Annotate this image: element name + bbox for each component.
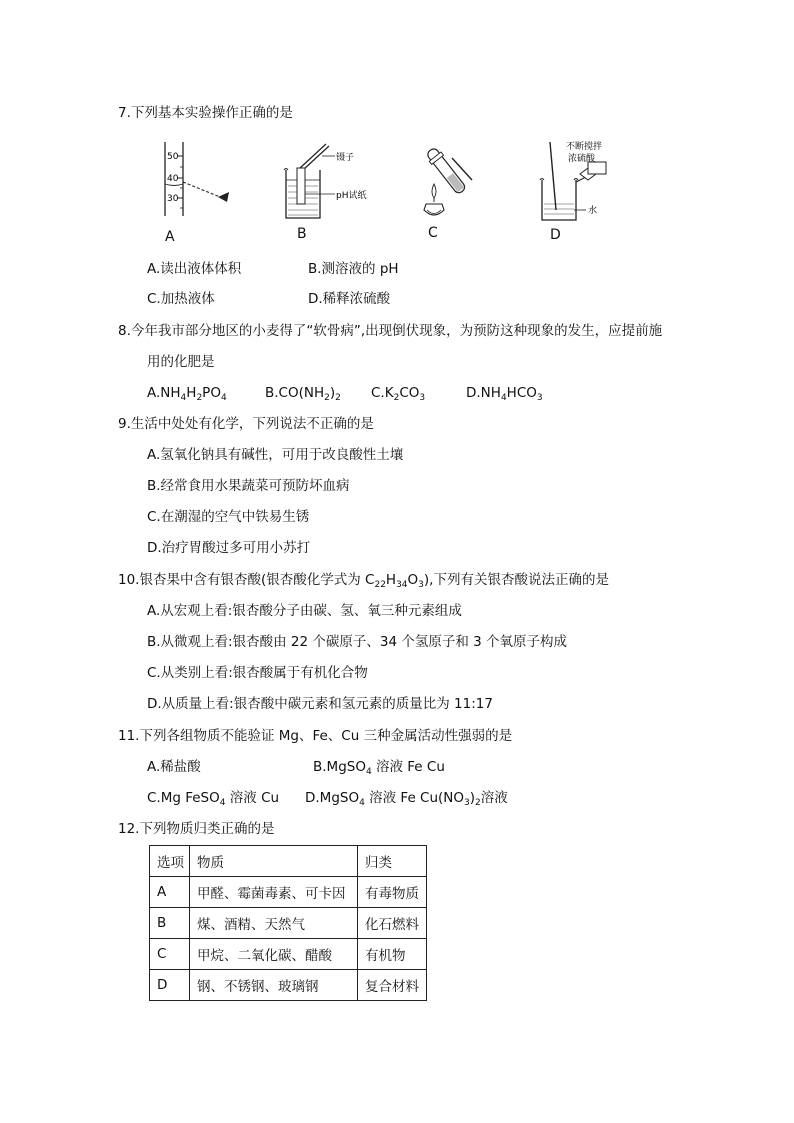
- table-row: [150, 939, 427, 970]
- cell-option: A: [150, 877, 190, 908]
- ph-paper-label: pH试纸: [336, 191, 367, 201]
- cell-category: 复合材料: [358, 970, 427, 1001]
- cell-category: 化石燃料: [358, 908, 427, 939]
- cell-category: 有毒物质: [358, 877, 427, 908]
- question-12-stem: 12.下列物质归类正确的是: [118, 821, 275, 837]
- figure-b-ph-test: [280, 140, 390, 222]
- table-row: [150, 970, 427, 1001]
- cell-category: 有机物: [358, 939, 427, 970]
- question-11-stem: 11.下列各组物质不能验证 Mg、Fe、Cu 三种金属活动性强弱的是: [118, 728, 513, 744]
- header-category: 归类: [358, 846, 427, 877]
- question-8-stem-cont: 用的化肥是: [147, 354, 215, 370]
- q8-option-c: $C.K_2CO_3$: [371, 385, 426, 403]
- tweezers-label: 镊子: [336, 153, 355, 163]
- q8-option-d: $D.NH_4HCO_3$: [466, 385, 543, 403]
- q7-option-d: D.稀释浓硫酸: [308, 291, 391, 307]
- q7-option-b: B.测溶液的 pH: [308, 261, 399, 277]
- question-7-stem: 7.下列基本实验操作正确的是: [118, 105, 293, 121]
- q8-option-b: $B.CO(NH_2)_2$: [265, 385, 341, 403]
- table-row: [150, 908, 427, 939]
- q10-option-a: A.从宏观上看:银杏酸分子由碳、氢、氧三种元素组成: [147, 603, 462, 619]
- tick-label-40: 40: [167, 174, 179, 184]
- q10-option-d: D.从质量上看:银杏酸中碳元素和氢元素的质量比为 11:17: [147, 696, 493, 712]
- q9-option-c: C.在潮湿的空气中铁易生锈: [147, 509, 310, 525]
- q8-option-a: $A.NH_4H_2PO_4$: [147, 385, 227, 403]
- q9-option-b: B.经常食用水果蔬菜可预防坏血病: [147, 478, 350, 494]
- q11-option-d: D.MgSO$_4$ 溶液 Fe $Cu(NO_3)_2$溶液: [305, 790, 508, 808]
- cell-option: B: [150, 908, 190, 939]
- question-10-stem: 10.银杏果中含有银杏酸(银杏酸化学式为 $C_{22}H_{34}O_3$),下列有关银杏酸说法正确的是: [118, 572, 609, 590]
- question-9-stem: 9.生活中处处有化学，下列说法不正确的是: [118, 416, 374, 432]
- figure-d-label: D: [550, 227, 561, 243]
- q10-option-c: C.从类别上看:银杏酸属于有机化合物: [147, 665, 368, 681]
- cell-substance: 煤、酒精、天然气: [190, 908, 358, 939]
- table-row: [150, 877, 427, 908]
- cell-option: C: [150, 939, 190, 970]
- figure-a-label: A: [165, 229, 175, 245]
- tick-label-30: 30: [167, 194, 179, 204]
- header-substance: 物质: [190, 846, 358, 877]
- figure-c-label: C: [428, 225, 438, 241]
- acid-label: 浓硫酸: [568, 154, 596, 164]
- cell-option: D: [150, 970, 190, 1001]
- cell-substance: 甲醛、霉菌毒素、可卡因: [190, 877, 358, 908]
- cell-substance: 钢、不锈钢、玻璃钢: [190, 970, 358, 1001]
- figure-d-dilution: [536, 138, 656, 224]
- q9-option-a: A.氢氧化钠具有碱性，可用于改良酸性土壤: [147, 447, 404, 463]
- tick-label-50: 50: [167, 152, 179, 162]
- q10-option-b: B.从微观上看:银杏酸由 22 个碳原子、34 个氢原子和 3 个氧原子构成: [147, 634, 568, 650]
- q11-option-a: A.稀盐酸: [147, 759, 201, 775]
- classification-table: [149, 845, 427, 1001]
- q7-option-c: C.加热液体: [147, 291, 215, 307]
- figure-b-label: B: [297, 226, 307, 242]
- water-label: 水: [588, 206, 598, 216]
- header-option: 选项: [150, 846, 190, 877]
- cell-substance: 甲烷、二氧化碳、醋酸: [190, 939, 358, 970]
- q9-option-d: D.治疗胃酸过多可用小苏打: [147, 540, 311, 556]
- question-8-stem: 8.今年我市部分地区的小麦得了“软骨病”,出现倒伏现象，为预防这种现象的发生，应提前施: [118, 323, 663, 339]
- q7-option-a: A.读出液体体积: [147, 261, 242, 277]
- figure-a-cylinder-reading: [150, 138, 240, 220]
- stirring-label: 不断搅拌: [566, 142, 603, 152]
- q11-option-b: B.MgSO$_4$ 溶液 Fe Cu: [313, 759, 445, 777]
- table-header-row: [150, 846, 427, 877]
- figure-c-heating-liquid: [414, 140, 494, 222]
- q11-option-c: C.Mg FeSO$_4$ 溶液 Cu: [147, 790, 280, 808]
